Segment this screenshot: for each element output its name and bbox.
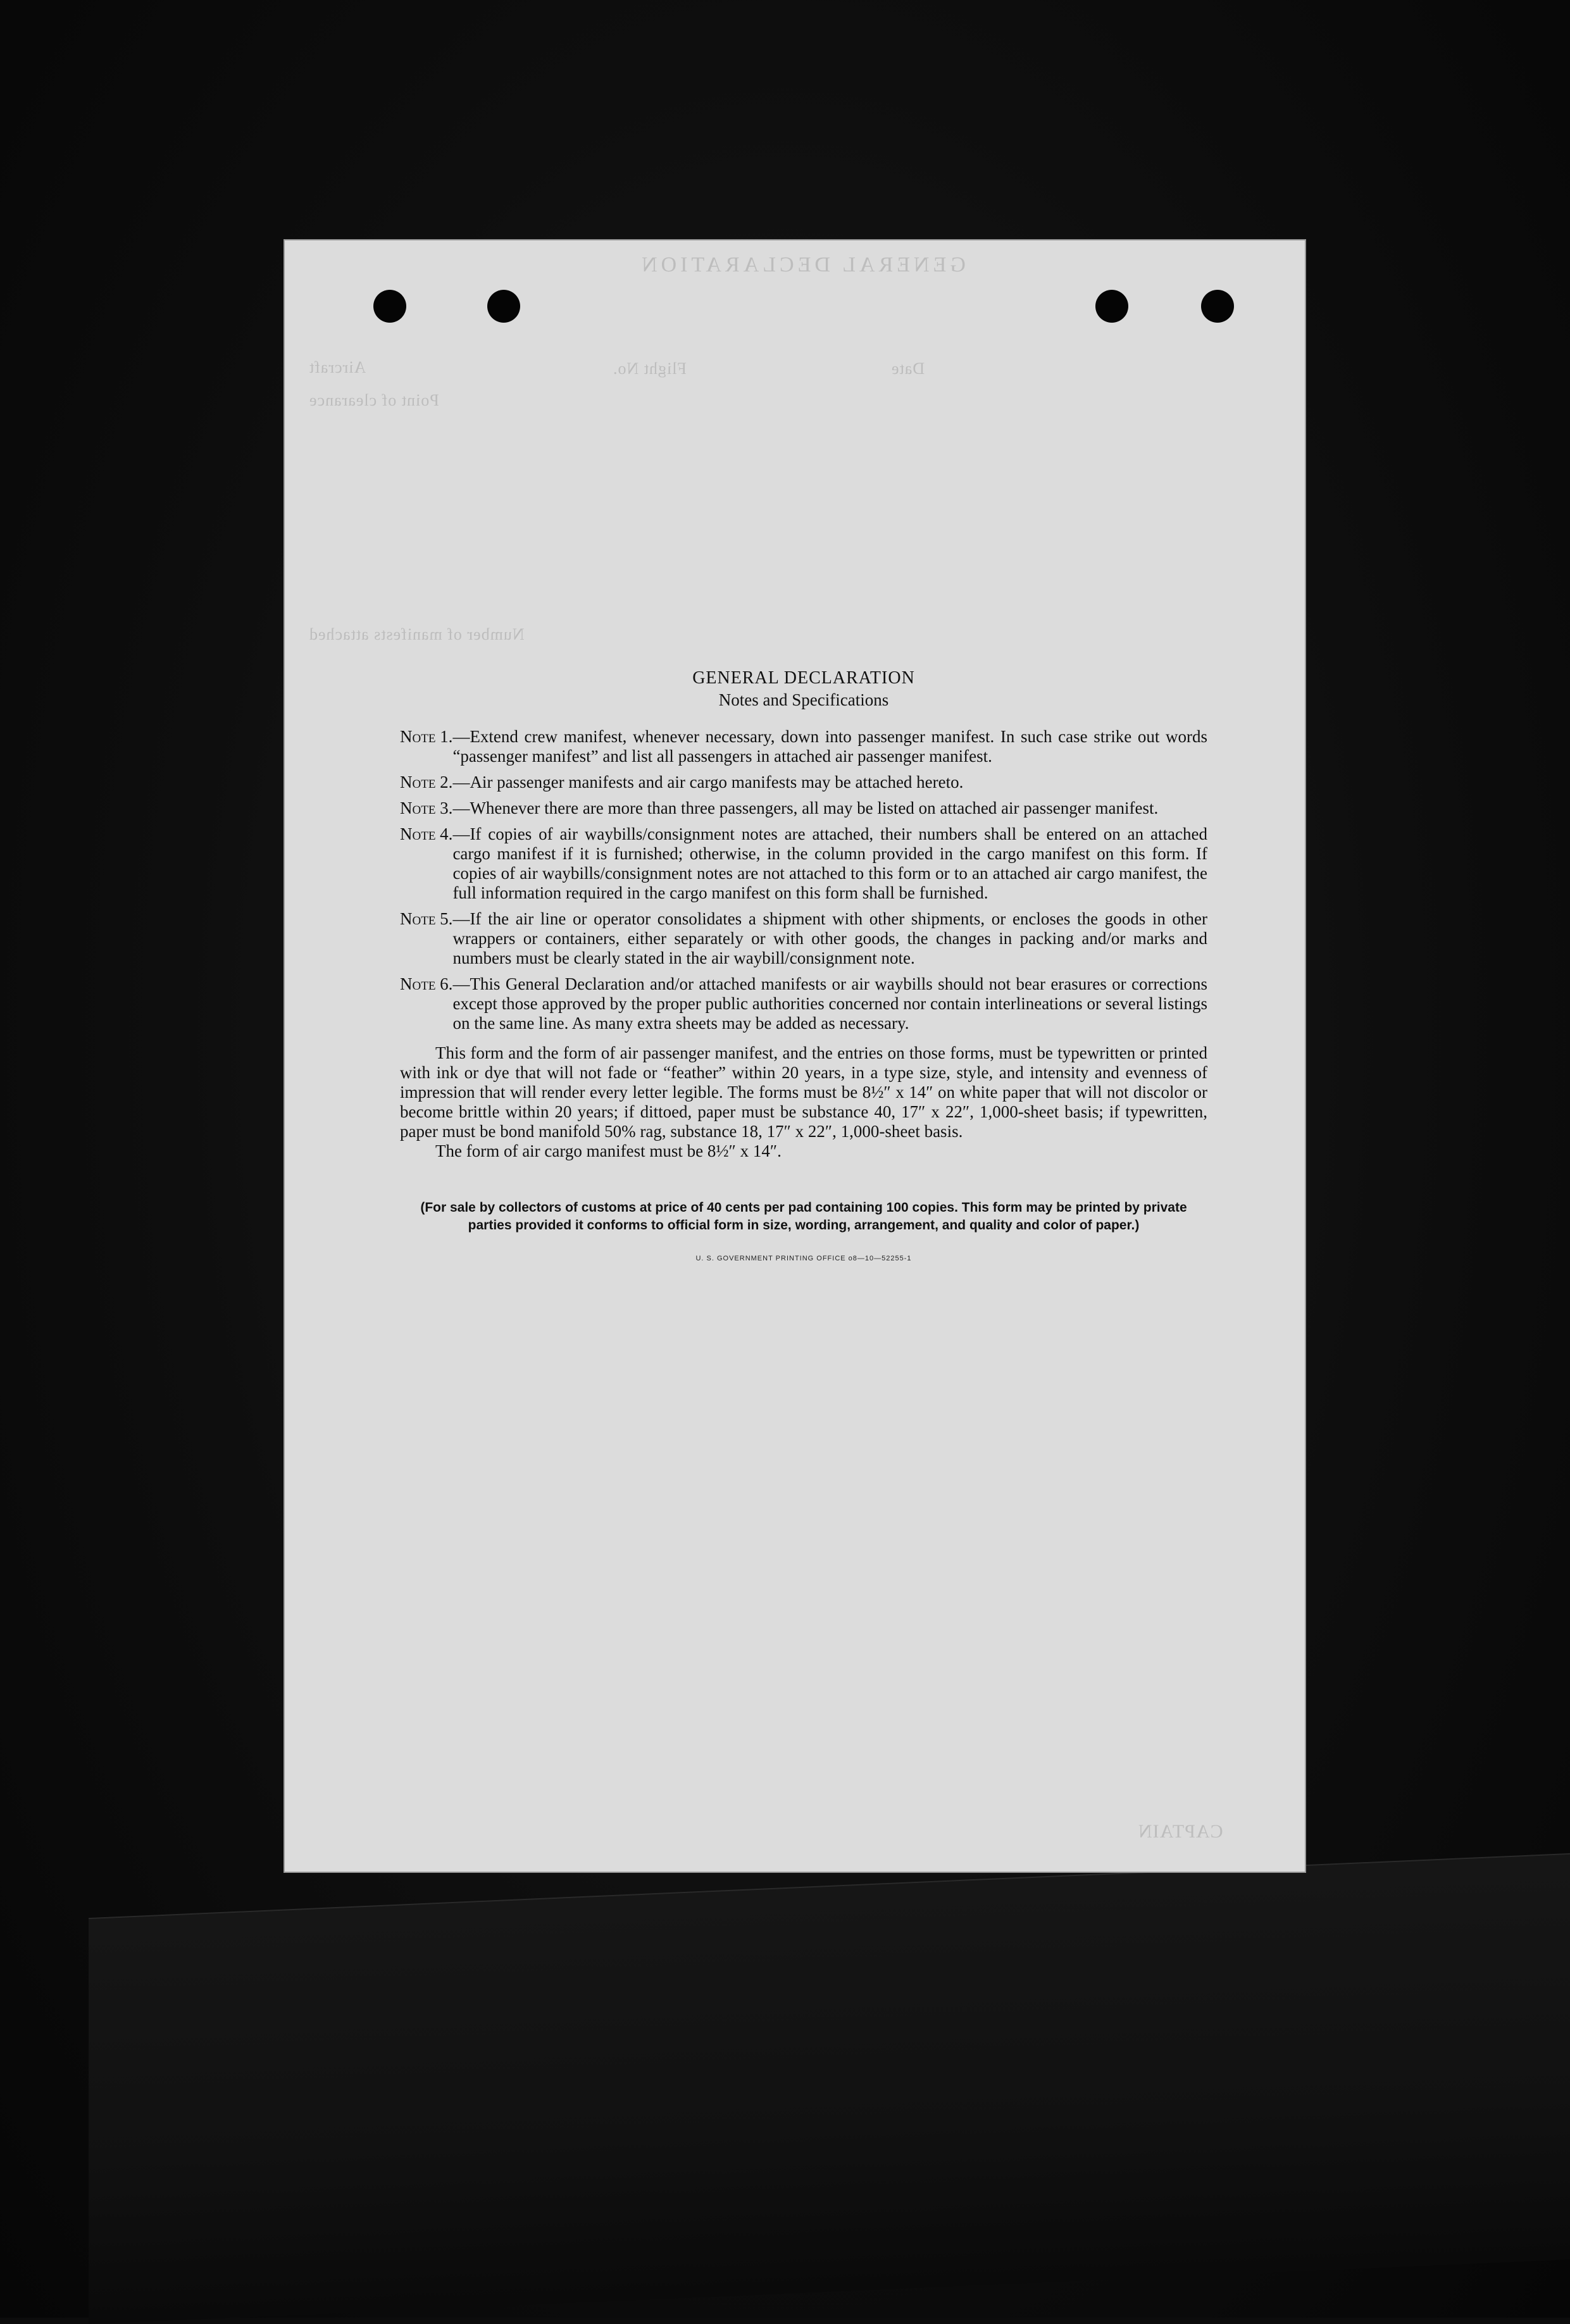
punch-hole-left-2 [487, 290, 520, 323]
note-label: Note 3. [400, 798, 453, 817]
bleed-through-label: Number of manifests attached [309, 625, 525, 643]
note-4 [400, 824, 1207, 903]
document-subtitle: Notes and Specifications [718, 690, 889, 709]
note-label: Note 2. [400, 773, 453, 792]
printer-imprint: U. S. GOVERNMENT PRINTING OFFICE o8—10—52255-1 [695, 1255, 912, 1262]
note-text: —If the air line or operator consolidates a shipment with other shipments, or encloses the goods in other wrappers or containers, either separately or with other goods, the changes in packing and/or marks and numbers must be clearly stated in the air waybill/consignment note. [452, 909, 1207, 967]
sale-notice: (For sale by collectors of customs at price of 40 cents per pad containing 100 copies. This form may be printed by private parties provided it conforms to official form in size, wording, arrangement, and quality and color of paper.) [420, 1200, 1187, 1233]
note-text: —Whenever there are more than three passengers, all may be listed on attached air passenger manifest. [452, 798, 1159, 817]
note-1 [400, 727, 1207, 766]
note-text: —If copies of air waybills/consignment notes are attached, their numbers shall be entered on an attached cargo manifest if it is furnished; otherwise, in the column provided in the cargo manifest on this form. If copies of air waybills/consignment notes are not attached to this form or to an attached air cargo manifest, the full information required in the cargo manifest on this form shall be furnished. [452, 824, 1207, 902]
bleed-through-label: Date [891, 359, 925, 378]
bleed-through-label: Aircraft [309, 358, 366, 376]
note-label: Note 4. [400, 824, 453, 843]
punch-hole-right-2 [1201, 290, 1234, 323]
underlying-sheet [89, 1853, 1570, 2324]
punch-hole-right-1 [1095, 290, 1128, 323]
cargo-form-size: The form of air cargo manifest must be 8½″ x 14″. [435, 1141, 782, 1160]
document-title: GENERAL DECLARATION [692, 668, 915, 688]
document-body [400, 668, 1207, 1262]
note-text: —This General Declaration and/or attached manifests or air waybills should not bear erasures or corrections except those approved by the proper public authorities concerned nor contain interlineations or several listings on the same line. As many extra sheets may be added as necessary. [452, 974, 1207, 1033]
note-label: Note 5. [400, 909, 453, 928]
bleed-through-label: Flight No. [613, 359, 687, 378]
note-label: Note 1. [400, 727, 453, 746]
paper-requirements: This form and the form of air passenger manifest, and the entries on those forms, must be typewritten or printed with ink or dye that will not fade or “feather” within 20 years, in a type size, style, and intensity and evenness of impression that will render every letter legible. The forms must be 8½″ x 14″ on white paper that will not discolor or become brittle within 20 years; if dittoed, paper must be substance 40, 17″ x 22″, 1,000-sheet basis; if typewritten, paper must be bond manifold 50% rag, substance 18, 17″ x 22″, 1,000-sheet basis. [400, 1043, 1207, 1141]
bleed-through-heading: GENERAL DECLARATION [638, 253, 966, 277]
note-text: —Extend crew manifest, whenever necessary, down into passenger manifest. In such case strike out words “passenger manifest” and list all passengers in attached air passenger manifest. [452, 727, 1207, 766]
note-6 [400, 974, 1207, 1033]
bleed-through-label: Point of clearance [309, 391, 439, 409]
bleed-through-label: CAPTAIN [1138, 1821, 1223, 1842]
note-5 [400, 909, 1207, 968]
note-2 [400, 773, 1207, 792]
specification-paragraph [400, 1043, 1207, 1161]
punch-hole-left-1 [373, 290, 406, 323]
note-3 [400, 798, 1207, 818]
note-label: Note 6. [400, 974, 453, 993]
note-text: —Air passenger manifests and air cargo manifests may be attached hereto. [452, 773, 964, 792]
